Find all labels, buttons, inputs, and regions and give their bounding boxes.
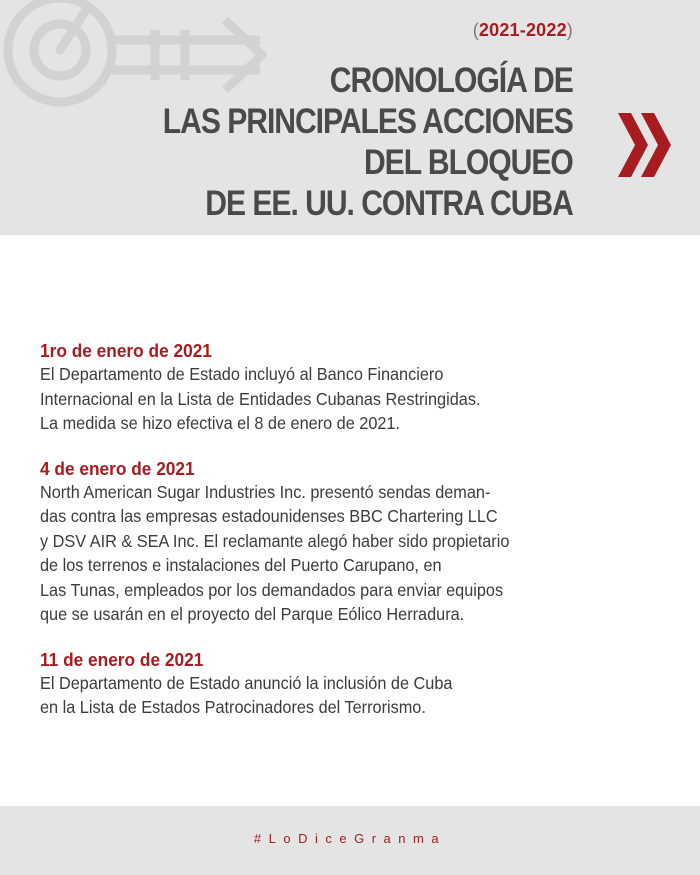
list-item	[40, 649, 640, 720]
header-banner	[0, 0, 700, 235]
year-range: (2021-2022)	[472, 20, 573, 40]
entry-text: North American Sugar Industries Inc. presentó sendas deman- das contra las empresas estadounidenses BBC Chartering LLC y DSV AIR & SEA Inc. El reclamante alegó haber sido propietario de los terrenos e instalaciones del Puerto Carupano, en Las Tunas, empleados por los demandados para enviar equipos que se usarán en el proyecto del Parque Eólico Herradura.	[40, 481, 510, 624]
title-line: LAS PRINCIPALES ACCIONES	[162, 102, 573, 141]
list-item	[40, 340, 640, 436]
chronology-list	[40, 340, 640, 742]
entry-text: El Departamento de Estado anunció la inclusión de Cuba en la Lista de Estados Patrocinadores del Terrorismo.	[40, 672, 453, 717]
title-line: DEL BLOQUEO	[364, 143, 573, 182]
page-title	[163, 60, 573, 224]
list-item	[40, 458, 640, 627]
entry-date: 1ro de enero de 2021	[40, 341, 212, 361]
entry-date: 11 de enero de 2021	[40, 649, 204, 670]
title-line: DE EE. UU. CONTRA CUBA	[205, 184, 574, 223]
hashtag: #LoDiceGranma	[253, 831, 447, 846]
title-line: CRONOLOGÍA DE	[329, 61, 573, 100]
double-chevron-right-icon	[618, 113, 674, 177]
footer-bar	[0, 806, 700, 875]
entry-text: El Departamento de Estado incluyó al Banco Financiero Internacional en la Lista de Entidades Cubanas Restringidas. La medida se hizo efectiva el 8 de enero de 2021.	[40, 364, 481, 433]
entry-date: 4 de enero de 2021	[40, 458, 195, 479]
